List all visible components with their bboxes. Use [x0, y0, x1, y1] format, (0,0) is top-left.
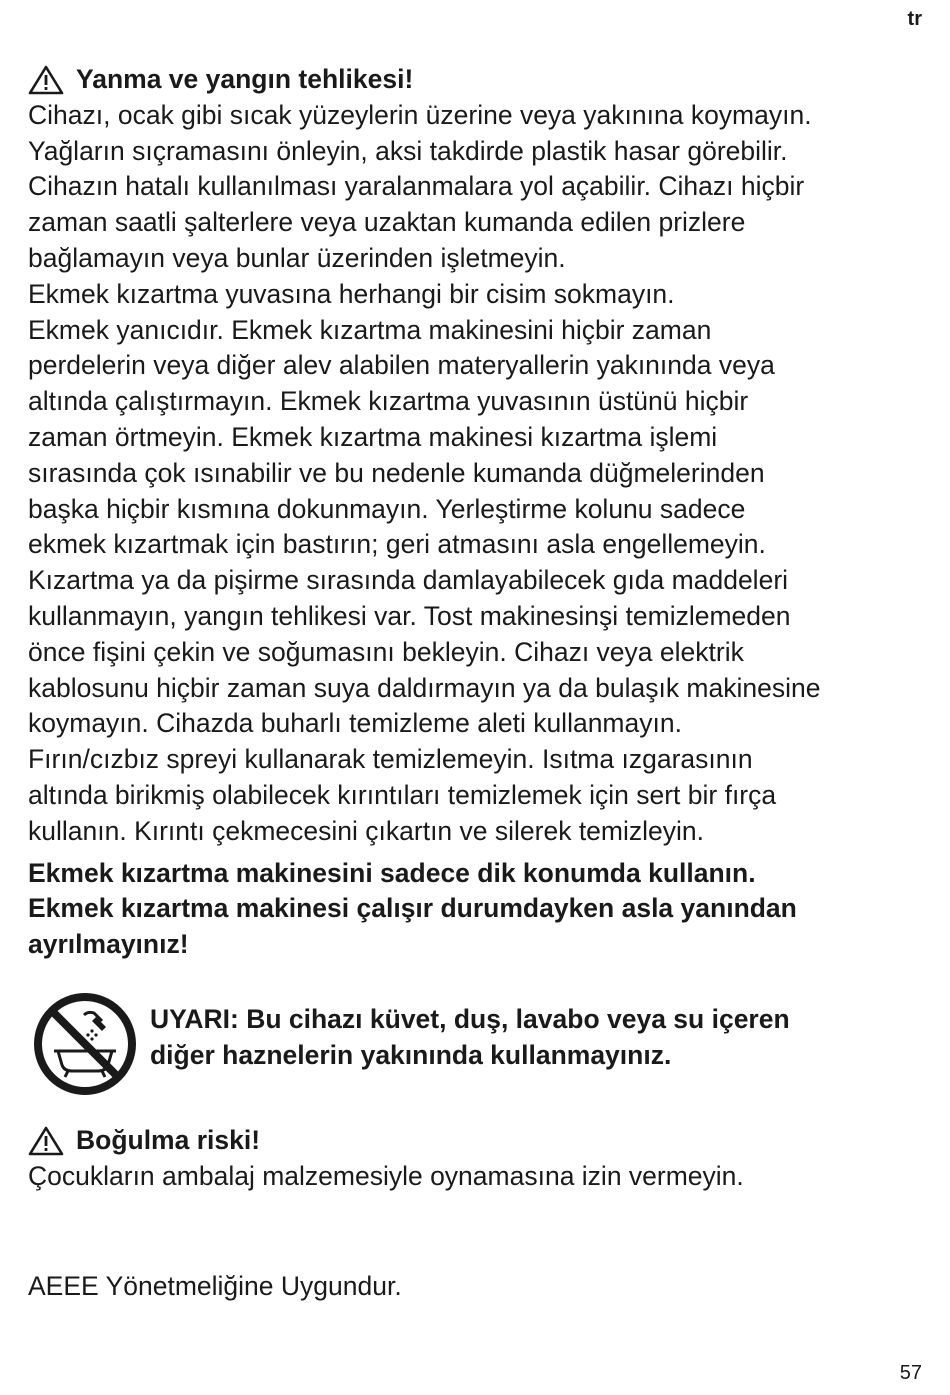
- warning-triangle-icon: [28, 65, 64, 95]
- water-warning-box: [28, 991, 928, 1097]
- choking-title: Boğulma riski!: [76, 1124, 261, 1155]
- warning-triangle-icon: [28, 1126, 64, 1156]
- fire-hazard-line: Yağların sıçramasını önleyin, aksi takdirde plastik hasar görebilir.: [28, 135, 788, 166]
- fire-hazard-line: Cihazın hatalı kullanılması yaralanmalara yol açabilir. Cihazı hiçbir: [28, 171, 805, 202]
- water-warning-line: diğer haznelerin yakınında kullanmayınız.: [150, 1039, 672, 1070]
- choking-section: [28, 1123, 928, 1195]
- fire-hazard-line: Ekmek yanıcıdır. Ekmek kızartma makinesini hiçbir zaman: [28, 314, 712, 345]
- fire-hazard-heading: [28, 62, 928, 98]
- fire-hazard-line: altında çalıştırmayın. Ekmek kızartma yuvasının üstünü hiçbir: [28, 386, 749, 417]
- no-bath-shower-icon: [32, 991, 138, 1097]
- fire-hazard-line: kablosunu hiçbir zaman suya daldırmayın ya da bulaşık makinesine: [28, 672, 821, 703]
- fire-hazard-line: Fırın/cızbız spreyi kullanarak temizlemeyin. Isıtma ızgarasının: [28, 744, 753, 775]
- fire-hazard-line: perdelerin veya diğer alev alabilen materyallerin yakınında veya: [28, 350, 775, 381]
- fire-hazard-line: altında birikmiş olabilecek kırıntıları temizlemek için sert bir fırça: [28, 779, 777, 810]
- fire-hazard-line: kullanın. Kırıntı çekmecesini çıkartın ve silerek temizleyin.: [28, 815, 704, 846]
- fire-hazard-line: bağlamayın veya bunlar üzerinden işletmeyin.: [28, 242, 566, 273]
- aeee-compliance: AEEE Yönetmeliğine Uygundur.: [28, 1270, 402, 1301]
- choking-heading: [28, 1123, 928, 1159]
- fire-hazard-title: Yanma ve yangın tehlikesi!: [76, 64, 414, 94]
- upright-warning-line: Ekmek kızartma makinesi çalışır durumdayken asla yanından: [28, 893, 797, 924]
- choking-text: Çocukların ambalaj malzemesiyle oynamasına izin vermeyin.: [28, 1160, 744, 1191]
- fire-hazard-line: Cihazı, ocak gibi sıcak yüzeylerin üzerine veya yakınına koymayın.: [28, 99, 812, 130]
- fire-hazard-paragraph: [28, 98, 928, 850]
- fire-hazard-line: koymayın. Cihazda buharlı temizleme aleti kullanmayın.: [28, 708, 682, 739]
- upright-use-warning: [28, 856, 928, 963]
- upright-warning-line: ayrılmayınız!: [28, 929, 189, 960]
- fire-hazard-line: kullanmayın, yangın tehlikesi var. Tost makinesinşi temizlemeden: [28, 600, 791, 631]
- fire-hazard-line: sırasında çok ısınabilir ve bu nedenle kumanda düğmelerinden: [28, 457, 765, 488]
- fire-hazard-line: Ekmek kızartma yuvasına herhangi bir cisim sokmayın.: [28, 278, 675, 309]
- water-warning-text: [150, 1002, 790, 1074]
- fire-hazard-line: Kızartma ya da pişirme sırasında damlayabilecek gıda maddeleri: [28, 565, 789, 596]
- water-warning-line: UYARI: Bu cihazı küvet, duş, lavabo veya su içeren: [150, 1004, 790, 1035]
- upright-warning-line: Ekmek kızartma makinesini sadece dik konumda kullanın.: [28, 857, 756, 888]
- language-code: tr: [907, 8, 922, 30]
- fire-hazard-line: zaman örtmeyin. Ekmek kızartma makinesi kızartma işlemi: [28, 421, 718, 452]
- page-number: 57: [899, 1362, 922, 1384]
- fire-hazard-line: zaman saatli şalterlere veya uzaktan kumanda edilen prizlere: [28, 207, 746, 238]
- fire-hazard-line: ekmek kızartmak için bastırın; geri atmasını asla engellemeyin.: [28, 529, 766, 560]
- fire-hazard-line: başka hiçbir kısmına dokunmayın. Yerleştirme kolunu sadece: [28, 493, 746, 524]
- fire-hazard-line: önce fişini çekin ve soğumasını bekleyin. Cihazı veya elektrik: [28, 636, 744, 667]
- page-content: [28, 62, 928, 1304]
